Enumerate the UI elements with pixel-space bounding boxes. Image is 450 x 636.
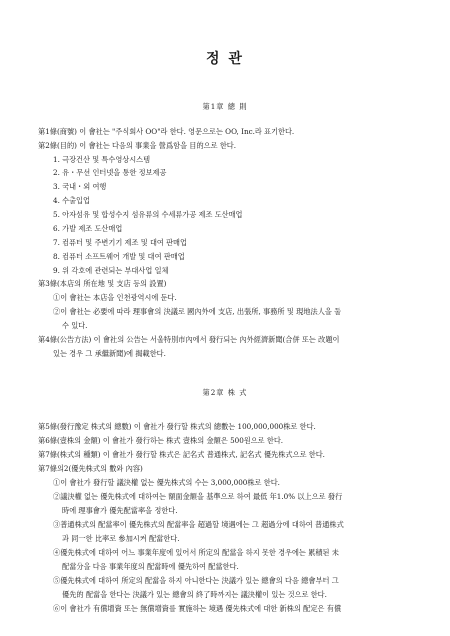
purpose-item: 4. 수출입업 xyxy=(53,196,90,205)
purpose-item: 8. 컴퓨터 소프트웨어 개발 및 대여 판매업 xyxy=(53,252,185,261)
article-7-2-paragraph-6: ⑥이 會社가 有償增資 또는 無償增資를 實施하는 境遇 優先株式에 대한 新株의 配定은 有償 xyxy=(53,604,342,613)
article-7: 第7條(株式의 種類) 이 會社가 發行할 株式은 記名式 普通株式, 記名式 優先株式으로 한다. xyxy=(38,450,325,459)
purpose-item: 2. 유・무선 인터넷을 통한 정보제공 xyxy=(53,168,167,177)
article-7-2-paragraph-2: ②議決權 없는 優先株式에 대하여는 額面金額을 基準으로 하여 最低 年1.0% 以上으로 發行 xyxy=(53,492,343,501)
purpose-item: 7. 컴퓨터 및 주변기기 제조 및 대여 판매업 xyxy=(53,238,187,247)
article-7-2-paragraph-1: ①이 會社가 發行할 議決權 없는 優先株式의 수는 3,000,000株로 한다. xyxy=(53,478,280,487)
article-4: 第4條(公告方法) 이 會社의 公告는 서울特別市內에서 發行되는 內外經濟新聞(合併 또는 改題이 xyxy=(38,335,340,344)
article-7-2-paragraph-4-cont: 配當分을 다음 事業年度의 配當時에 優先하여 配當한다. xyxy=(62,562,239,571)
purpose-item: 1. 극장건산 및 특수영상시스템 xyxy=(53,155,151,164)
document-title: 정 관 xyxy=(206,51,244,67)
chapter-1-heading: 第1章 總 則 xyxy=(202,102,248,111)
chapter-2-heading: 第2章 株 式 xyxy=(202,388,248,397)
article-7-2-paragraph-2-cont: 時에 理事會가 優先配當率을 정한다. xyxy=(62,506,178,515)
article-3-paragraph-2-cont: 수 있다. xyxy=(62,321,88,330)
article-3-paragraph-1: ①이 會社는 本店을 인천광역시에 둔다. xyxy=(53,293,177,302)
article-7-2-paragraph-3-cont: 과 同一한 比率로 參加시켜 配當한다. xyxy=(62,534,180,543)
purpose-item: 6. 가발 제조 도산매업 xyxy=(53,224,123,233)
purpose-item: 3. 국내・외 여행 xyxy=(53,182,107,191)
article-6: 第6條(壹株의 金額) 이 會社가 發行하는 株式 壹株의 金額은 500원으로 한다. xyxy=(38,436,284,445)
article-3-paragraph-2: ②이 會社는 必要에 따라 理事會의 決議로 國內外에 支店, 出張所, 事務所 및 現地法人을 둘 xyxy=(53,307,342,316)
article-7-2-paragraph-5: ⑤優先株式에 대하여 所定의 配當을 하지 아니한다는 決議가 있는 總會의 다음 總會부터 그 xyxy=(53,576,339,585)
article-1: 第1條(商號) 이 會社는 "주식회사 OO"라 한다. 영문으로는 OO, Inc.라 표기한다. xyxy=(38,127,295,136)
article-3: 第3條(本店의 所在地 및 支店 등의 設置) xyxy=(38,279,167,288)
article-5: 第5條(發行豫定 株式의 總數) 이 會社가 發行할 株式의 總數는 100,000,000株로 한다. xyxy=(38,422,316,431)
article-7-2-paragraph-3: ③普通株式의 配當率이 優先株式의 配當率을 超過할 境遇에는 그 超過分에 대하여 普通株式 xyxy=(53,520,344,529)
purpose-item: 5. 아자섬유 및 합성수지 섬유류의 수세류가공 제조 도산매업 xyxy=(53,210,243,219)
article-2: 第2條(目的) 이 會社는 다음의 事業을 營爲함을 目的으로 한다. xyxy=(38,141,237,150)
article-7-2-paragraph-4: ④優先株式에 대하여 어느 事業年度에 있어서 所定의 配當을 하지 못한 경우에는 累積된 未 xyxy=(53,548,339,557)
article-7-2: 第7條의2(優先株式의 數와 內容) xyxy=(38,464,143,473)
purpose-item: 9. 위 각호에 관련되는 부대사업 일체 xyxy=(53,266,169,275)
article-7-2-paragraph-5-cont: 優先的 配當을 한다는 決議가 있는 總會의 終了時까지는 議決權이 있는 것으로 한다. xyxy=(62,590,327,599)
article-4-cont: 있는 경우 그 承繼新聞)에 揭載한다. xyxy=(53,349,166,358)
